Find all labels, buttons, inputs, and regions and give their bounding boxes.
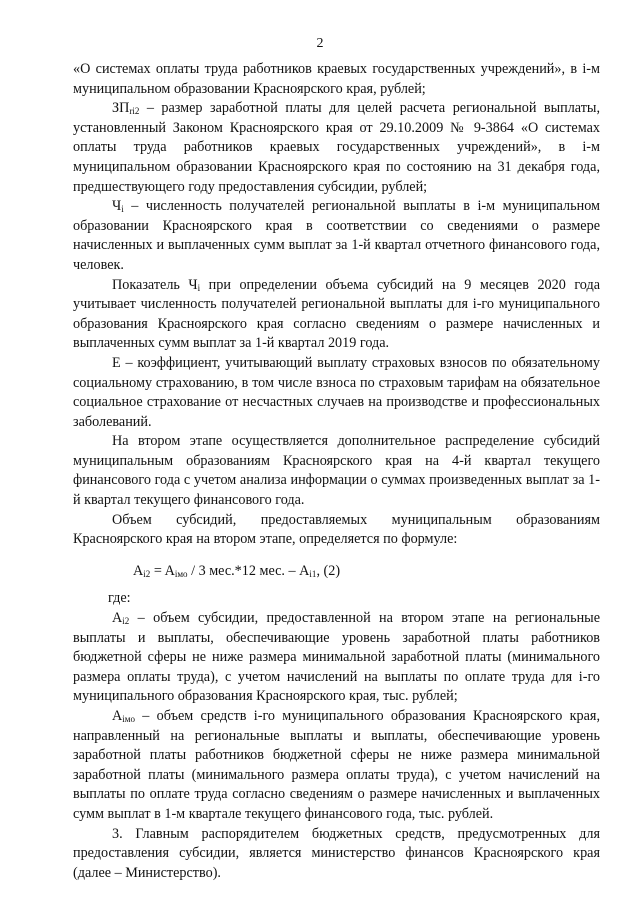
formula-a-subscript: i2 <box>143 568 151 579</box>
zp-definition-text: – размер заработной платы для целей расчета региональной выплаты, установленный Законом Красноярского края от 29.10.2009 № 9-3864 «О системах оплаты труда работников краевых государственных учреждений», в i-м муниципальном образовании Красноярского края по состоянию на 31 декабря года, предшествующего году предоставления субсидии, рублей; <box>73 100 600 195</box>
indicator-note-start: Показатель Ч <box>112 276 198 293</box>
formula-a: A <box>133 562 144 579</box>
formula-middle: / 3 мес.*12 мес. – A <box>187 562 310 579</box>
paragraph-law-reference: «О системах оплаты труда работников краевых государственных учреждений», в i-м муниципальном образовании Красноярского края, рублей; <box>73 61 600 97</box>
paragraph-ai2-definition <box>73 609 600 707</box>
page-number: 2 <box>316 36 324 51</box>
symbol-ch-subscript: i <box>121 204 124 215</box>
paragraph-indicator-note <box>73 276 600 354</box>
formula-b-subscript: iмо <box>174 568 188 579</box>
ai2-definition-text: – объем субсидии, предоставленной на втором этапе на региональные выплаты и выплаты, обеспечивающие уровень заработной платы работников бюджетной сферы не ниже размера минимальной заработной платы (минимального размера оплаты труда), с учетом начислений на выплаты по оплате труда для i-го муниципального образования Красноярского края, тыс. рублей; <box>73 610 600 705</box>
paragraph-point-3: 3. Главным распорядителем бюджетных средств, предусмотренных для предоставления субсидии, является министерство финансов Красноярского края (далее – Министерство). <box>73 825 600 881</box>
paragraph-ch-definition <box>73 197 600 275</box>
symbol-ai2-subscript: i2 <box>122 616 130 627</box>
formula-c-subscript: i1 <box>309 568 317 579</box>
paragraph-second-stage: На втором этапе осуществляется дополнительное распределение субсидий муниципальным образованиям Красноярского края на 4-й квартал текущего финансового года с учетом анализа информации о суммах произведенных выплат за 1-й квартал текущего финансового года. <box>73 433 600 509</box>
indicator-note-text: при определении объема субсидий на 9 месяцев 2020 года учитывает численность получателей региональной выплаты для i-го муниципального образования Красноярского края согласно сведениям о размере начисленных и выплаченных сумм выплат за 1-й квартал 2019 года. <box>73 276 600 352</box>
formula-equals: = A <box>150 562 175 579</box>
indicator-subscript: i <box>197 282 201 293</box>
ch-definition-text: – численность получателей региональной выплаты в i-м муниципальном образовании Красноярского края в соответствии со сведениями о размере начисленных и выплаченных сумм выплат за 1-й квартал отчетного финансового года, человек. <box>73 198 600 273</box>
paragraph-zp-definition <box>73 99 600 197</box>
symbol-zp: ЗП <box>112 100 130 117</box>
aimo-definition-text: – объем средств i-го муниципального образования Красноярского края, направленный на региональные выплаты и выплаты, обеспечивающие уровень заработной платы работников бюджетной сферы не ниже размера минимальной заработной платы (минимального размера оплаты труда), с учетом начислений на выплаты по оплате труда согласно сведениям о размере начисленных и выплаченных сумм выплат в 1-м квартале текущего финансового года, тыс. рублей. <box>73 708 600 822</box>
formula-number: , (2) <box>316 562 341 579</box>
symbol-zp-subscript: ri2 <box>129 106 140 117</box>
symbol-ch: Ч <box>112 198 122 215</box>
symbol-aimo-subscript: iмо <box>122 714 135 724</box>
formula-2 <box>73 562 600 582</box>
paragraph-formula-intro: Объем субсидий, предоставляемых муниципальным образованиям Красноярского края на втором этапе, определяется по формуле: <box>73 511 600 548</box>
paragraph-e-definition: Е – коэффициент, учитывающий выплату страховых взносов по обязательному социальному страхованию, в том числе взноса по страховым тарифам на обязательное социальное страхование от несчастных случаев на производстве и профессиональных заболеваний. <box>73 354 600 430</box>
symbol-aimo: A <box>112 708 123 724</box>
where-label: где: <box>108 590 131 607</box>
paragraph-aimo-definition <box>73 707 600 825</box>
document-body <box>73 60 600 883</box>
symbol-ai2: A <box>112 610 123 627</box>
